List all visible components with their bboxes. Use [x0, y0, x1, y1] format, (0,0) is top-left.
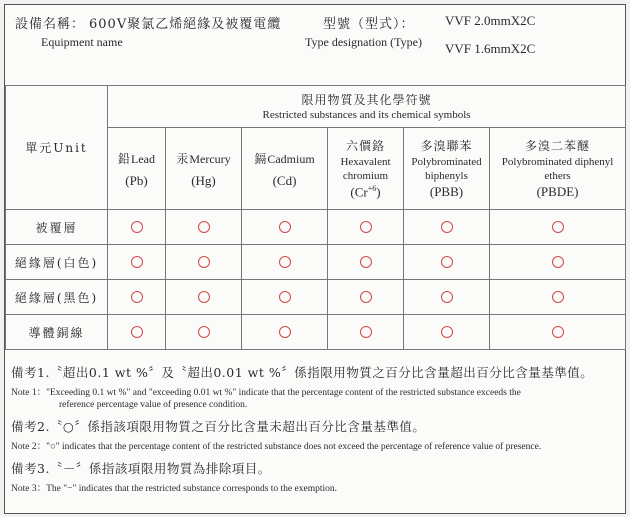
rohs-declaration-sheet	[4, 4, 626, 514]
table-cell	[166, 245, 242, 280]
substance-en: Polybrominated biphenyls	[411, 156, 482, 182]
not-exceeding-circle-mark	[279, 221, 291, 233]
row-unit-label: 絕緣層(白色)	[6, 245, 108, 280]
substance-zh: 汞	[176, 152, 190, 166]
not-exceeding-circle-mark	[552, 256, 564, 268]
not-exceeding-circle-mark	[360, 256, 372, 268]
equipment-label-en: Equipment name	[41, 35, 123, 49]
table-cell	[490, 280, 626, 315]
substance-header-pbde	[490, 128, 626, 210]
not-exceeding-circle-mark	[441, 291, 453, 303]
table-cell	[490, 245, 626, 280]
not-exceeding-circle-mark	[360, 291, 372, 303]
not-exceeding-circle-mark	[552, 221, 564, 233]
substance-en: Polybrominated diphenyl ethers	[501, 156, 614, 182]
equipment-value-zh: 600V聚氯乙烯絕緣及被覆電纜	[89, 17, 282, 32]
table-title-zh: 限用物質及其化學符號	[301, 93, 432, 107]
not-exceeding-circle-mark	[279, 256, 291, 268]
note-en-line-2: reference percentage value of presence condition.	[59, 400, 248, 410]
note-3-zh: 備考3.〝－〞係指該項限用物質為排除項目。	[11, 461, 271, 476]
table-cell	[242, 315, 328, 350]
not-exceeding-circle-mark	[131, 326, 143, 338]
table-cell	[328, 280, 404, 315]
table-cell	[404, 245, 490, 280]
table-cell	[328, 245, 404, 280]
not-exceeding-circle-mark	[198, 326, 210, 338]
substance-header-lead	[108, 128, 166, 210]
note-2-zh: 備考2.〝○〞係指該項限用物質之百分比含量未超出百分比含量基準值。	[11, 419, 426, 434]
substance-en: Lead	[131, 152, 155, 166]
substance-zh: 多溴聯苯	[420, 139, 473, 153]
table-cell	[242, 245, 328, 280]
substance-en: Mercury	[189, 152, 231, 166]
row-unit-label: 被覆層	[6, 210, 108, 245]
note-3-en	[11, 483, 621, 495]
substance-zh: 多溴二苯醚	[525, 139, 591, 153]
not-exceeding-circle-mark	[279, 326, 291, 338]
table-cell	[242, 210, 328, 245]
table-cell	[404, 280, 490, 315]
table-cell	[404, 315, 490, 350]
table-cell	[404, 210, 490, 245]
substance-symbol: (PBB)	[429, 184, 464, 199]
restricted-substances-table	[5, 85, 626, 350]
substance-symbol: $(Cr^{+6})$	[350, 183, 381, 200]
header-block	[5, 5, 625, 85]
substance-header-hexavalent-chromium	[328, 128, 404, 210]
note-en-line: Note 3：The "−" indicates that the restricted substance corresponds to the exemption.	[11, 484, 337, 494]
note-en-line: Note 1："Exceeding 0.1 wt %" and "exceeding 0.01 wt %" indicate that the percentage content of the restricted substance exceeds the	[11, 388, 521, 398]
table-cell	[490, 315, 626, 350]
table-row	[6, 280, 626, 315]
notes-block	[11, 361, 621, 495]
not-exceeding-circle-mark	[360, 221, 372, 233]
substance-en: Cadmium	[267, 152, 315, 166]
not-exceeding-circle-mark	[198, 291, 210, 303]
substance-symbol: (Pb)	[125, 173, 148, 188]
note-1-zh: 備考1.〝超出0.1 wt %〞及〝超出0.01 wt %〞係指限用物質之百分比含量超出百分比含量基準值。	[11, 365, 594, 380]
table-cell	[166, 280, 242, 315]
substance-zh: 鉛	[118, 152, 132, 166]
type-label-en: Type designation (Type)	[305, 35, 422, 49]
table-cell	[490, 210, 626, 245]
not-exceeding-circle-mark	[552, 326, 564, 338]
not-exceeding-circle-mark	[131, 291, 143, 303]
equipment-label-zh: 設備名稱：	[15, 17, 86, 32]
note-2-en	[11, 441, 621, 453]
not-exceeding-circle-mark	[441, 256, 453, 268]
table-cell	[242, 280, 328, 315]
row-unit-label: 絕緣層(黑色)	[6, 280, 108, 315]
table-cell	[108, 280, 166, 315]
substance-zh: 鎘	[254, 152, 268, 166]
not-exceeding-circle-mark	[198, 256, 210, 268]
table-row	[6, 245, 626, 280]
table-cell	[166, 315, 242, 350]
not-exceeding-circle-mark	[360, 326, 372, 338]
not-exceeding-circle-mark	[279, 291, 291, 303]
unit-header: 單元Unit	[6, 86, 108, 210]
not-exceeding-circle-mark	[441, 326, 453, 338]
model-2: VVF 1.6mmX2C	[445, 41, 536, 56]
substance-header-pbb	[404, 128, 490, 210]
model-1: VVF 2.0mmX2C	[445, 13, 536, 28]
table-row	[6, 315, 626, 350]
substance-symbol: (Cd)	[272, 173, 297, 188]
table-title-en: Restricted substances and its chemical symbols	[262, 109, 471, 121]
not-exceeding-circle-mark	[131, 221, 143, 233]
substance-en: Hexavalent chromium	[340, 155, 391, 182]
substance-symbol: (Hg)	[191, 173, 216, 188]
not-exceeding-circle-mark	[131, 256, 143, 268]
table-title	[108, 86, 626, 128]
table-cell	[108, 245, 166, 280]
substance-header-cadmium	[242, 128, 328, 210]
not-exceeding-circle-mark	[552, 291, 564, 303]
substance-zh: 六價鉻	[345, 138, 385, 153]
note-1-en	[11, 387, 621, 411]
row-unit-label: 導體銅線	[6, 315, 108, 350]
substance-header-mercury	[166, 128, 242, 210]
table-cell	[328, 210, 404, 245]
table-cell	[108, 210, 166, 245]
table-cell	[328, 315, 404, 350]
table-row	[6, 210, 626, 245]
note-en-line: Note 2："○" indicates that the percentage content of the restricted substance does not exceed the percentage of reference value of presence.	[11, 442, 542, 452]
table-cell	[166, 210, 242, 245]
not-exceeding-circle-mark	[441, 221, 453, 233]
not-exceeding-circle-mark	[198, 221, 210, 233]
type-label-zh: 型號（型式）：	[323, 17, 415, 32]
substance-symbol: (PBDE)	[536, 184, 579, 199]
table-cell	[108, 315, 166, 350]
